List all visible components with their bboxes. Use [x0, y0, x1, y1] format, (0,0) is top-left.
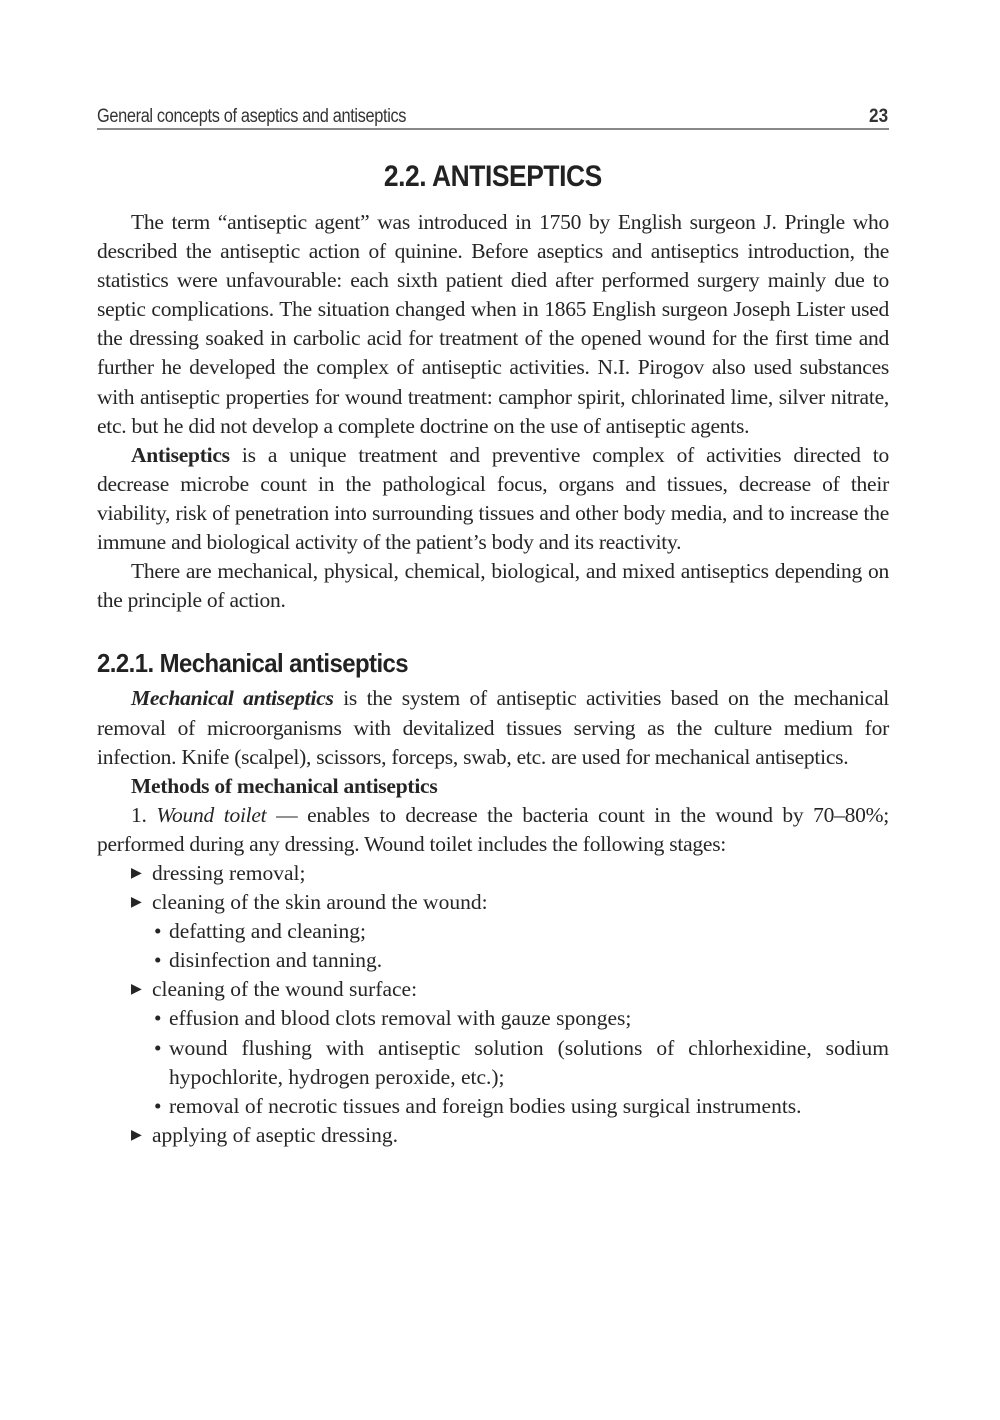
sub-list-item: • removal of necrotic tissues and foreign bodies using surgical instruments. — [97, 1092, 889, 1121]
triangle-bullet-icon: ▶ — [131, 865, 142, 881]
paragraph-definition: Antiseptics is a unique treatment and preventive complex of activities directed to decrease microbe count in the pathological focus, organs and tissues, decrease of their viability, risk of penetration into surrounding tissues and other body media, and to increase the immune and biological activity of the patient’s body and its reactivity. — [97, 442, 889, 555]
method-1: 1. Wound toilet — enables to decrease the bacteria count in the wound by 70–80%; performed during any dressing. Wound toilet includes the following stages: — [97, 802, 889, 856]
triangle-bullet-icon: ▶ — [131, 1127, 142, 1143]
term-wound-toilet: Wound toilet — [156, 802, 267, 827]
term-mechanical-antiseptics: Mechanical antiseptics — [131, 686, 334, 711]
dot-bullet-icon: • — [154, 919, 162, 944]
stages-list — [97, 859, 889, 1150]
term-antiseptics: Antiseptics — [131, 442, 230, 467]
subsection-title: 2.2.1. Mechanical antiseptics — [97, 648, 409, 679]
triangle-bullet-icon: ▶ — [131, 895, 142, 911]
dot-bullet-icon: • — [154, 1035, 162, 1060]
paragraph-mechanical-intro: Mechanical antiseptics is the system of antiseptic activities based on the mechanical removal of microorganisms with devitalized tissues serving as the culture medium for infection. Knife (scalpel), scissors, forceps, swab, etc. are used for mechanical antiseptics. — [97, 686, 889, 769]
methods-heading: Methods of mechanical antiseptics — [131, 773, 438, 798]
sub-list-item: • wound flushing with antiseptic solution (solutions of chlorhexidine, sodium hypochlorite, hydrogen peroxide, etc.); — [154, 1035, 889, 1089]
sub-list-item: • defatting and cleaning; — [97, 917, 889, 946]
list-item: ▶ cleaning of the wound surface: — [97, 975, 889, 1004]
paragraph-types: There are mechanical, physical, chemical, biological, and mixed antiseptics depending on the principle of action. — [97, 559, 889, 613]
triangle-bullet-icon: ▶ — [131, 982, 142, 998]
sub-list-item: • disinfection and tanning. — [97, 946, 889, 975]
running-header — [97, 100, 889, 130]
list-item: ▶ applying of aseptic dressing. — [97, 1121, 889, 1150]
body-text — [97, 208, 889, 1150]
paragraph-history: The term “antiseptic agent” was introduced in 1750 by English surgeon J. Pringle who described the antiseptic action of quinine. Before aseptics and antiseptics introduction, the statistics were unfavourable: each sixth patient died after performed surgery mainly due to septic complications. The situation changed when in 1865 English surgeon Joseph Lister used the dressing soaked in carbolic acid for treatment of the opened wound for the first time and further he developed the complex of antiseptic activities. N.I. Pirogov also used substances with antiseptic properties for wound treatment: camphor spirit, chlorinated lime, silver nitrate, etc. but he did not develop a complete doctrine on the use of antiseptic agents. — [97, 210, 889, 438]
dot-bullet-icon: • — [154, 948, 162, 973]
dot-bullet-icon: • — [154, 1093, 162, 1118]
dot-bullet-icon: • — [154, 1006, 162, 1031]
page-number: 23 — [868, 106, 888, 127]
list-item: ▶ cleaning of the skin around the wound: — [97, 888, 889, 917]
running-title: General concepts of aseptics and antiseptics — [97, 106, 407, 127]
section-title: 2.2. ANTISEPTICS — [384, 160, 602, 193]
list-item: ▶ dressing removal; — [97, 859, 889, 888]
sub-list-item: • effusion and blood clots removal with gauze sponges; — [97, 1004, 889, 1033]
page — [97, 100, 889, 1150]
